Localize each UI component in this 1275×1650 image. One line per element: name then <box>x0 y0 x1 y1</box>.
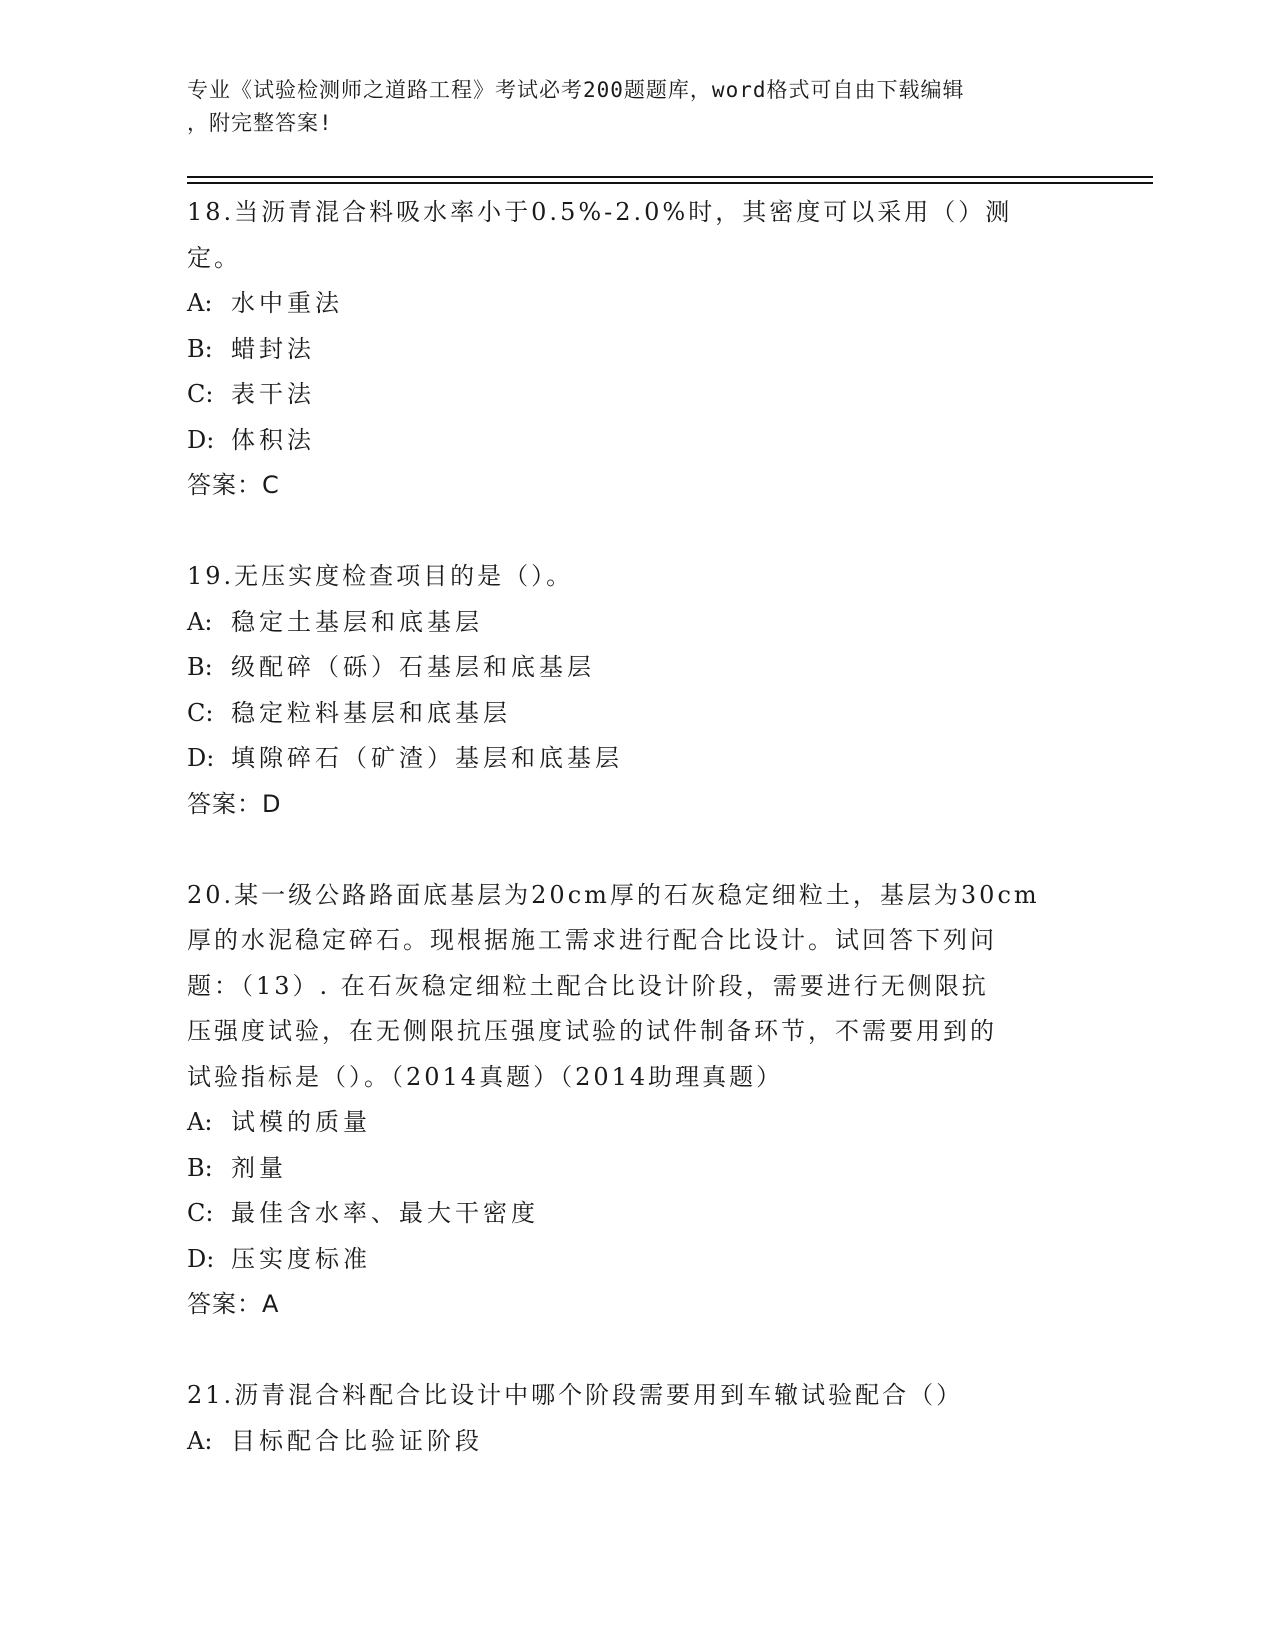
header-divider-top <box>187 176 1153 178</box>
option-text: 体积法 <box>231 425 315 454</box>
question-block <box>187 554 1067 827</box>
option-c <box>187 372 1067 418</box>
option-b <box>187 327 1067 373</box>
option-text: 试模的质量 <box>231 1108 371 1136</box>
option-letter: D: <box>187 1244 215 1273</box>
answer-line: 答案：C <box>187 471 280 499</box>
option-letter: A: <box>187 1108 213 1136</box>
option-text: 最佳含水率、最大干密度 <box>231 1199 539 1227</box>
option-text: 水中重法 <box>231 289 343 317</box>
option-text: 表干法 <box>231 380 315 408</box>
question-stem-line: 21.沥青混合料配合比设计中哪个阶段需要用到车辙试验配合（） <box>187 1381 964 1409</box>
question-block <box>187 1373 1067 1464</box>
option-b <box>187 645 1067 691</box>
option-text: 稳定土基层和底基层 <box>231 607 483 636</box>
document-header <box>187 74 1067 140</box>
option-text: 稳定粒料基层和底基层 <box>231 698 511 727</box>
option-d <box>187 418 1067 464</box>
option-letter: D: <box>187 425 215 454</box>
option-d <box>187 736 1067 782</box>
question-block <box>187 190 1067 509</box>
question-block <box>187 873 1067 1328</box>
option-letter: C: <box>187 380 214 408</box>
option-text: 级配碎（砾）石基层和底基层 <box>231 653 595 681</box>
answer-line: 答案：D <box>187 789 282 818</box>
answer-line: 答案：A <box>187 1290 280 1318</box>
option-a <box>187 1419 1067 1465</box>
option-text: 压实度标准 <box>231 1244 371 1273</box>
option-a <box>187 281 1067 327</box>
option-a <box>187 600 1067 646</box>
option-letter: C: <box>187 1199 214 1227</box>
question-stem-line: 厚的水泥稳定碎石。现根据施工需求进行配合比设计。试回答下列问 <box>187 926 997 954</box>
option-c <box>187 691 1067 737</box>
spacer <box>187 509 1067 555</box>
option-a <box>187 1100 1067 1146</box>
option-c <box>187 1191 1067 1237</box>
question-stem-line: 定。 <box>187 243 241 272</box>
question-stem-line: 18.当沥青混合料吸水率小于0.5%-2.0%时，其密度可以采用（）测 <box>187 198 1013 226</box>
header-title-line-2: ，附完整答案! <box>187 111 333 135</box>
option-text: 填隙碎石（矿渣）基层和底基层 <box>231 744 623 772</box>
option-text: 蜡封法 <box>231 334 315 363</box>
question-stem-line: 试验指标是（）。（2014真题）（2014助理真题） <box>187 1062 784 1091</box>
question-stem-line: 题：（13）. 在石灰稳定细粒土配合比设计阶段，需要进行无侧限抗 <box>187 971 989 1000</box>
option-letter: A: <box>187 1426 213 1455</box>
option-letter: C: <box>187 698 214 727</box>
spacer <box>187 827 1067 873</box>
option-letter: A: <box>187 289 213 317</box>
question-list <box>187 190 1067 1464</box>
option-text: 目标配合比验证阶段 <box>231 1426 483 1455</box>
question-stem-line: 压强度试验，在无侧限抗压强度试验的试件制备环节，不需要用到的 <box>187 1017 997 1045</box>
option-d <box>187 1237 1067 1283</box>
question-stem-line: 19.无压实度检查项目的是（）。 <box>187 562 574 590</box>
header-title-line-1: 专业《试验检测师之道路工程》考试必考200题题库，word格式可自由下载编辑 <box>187 78 965 102</box>
option-b <box>187 1146 1067 1192</box>
option-letter: B: <box>187 653 213 681</box>
header-divider-bottom <box>187 182 1153 184</box>
spacer <box>187 1328 1067 1374</box>
question-stem-line: 20.某一级公路路面底基层为20cm厚的石灰稳定细粒土，基层为30cm <box>187 880 1040 909</box>
option-letter: D: <box>187 744 215 772</box>
option-letter: A: <box>187 607 213 636</box>
option-letter: B: <box>187 1153 213 1182</box>
option-text: 剂量 <box>231 1153 287 1182</box>
option-letter: B: <box>187 334 213 363</box>
